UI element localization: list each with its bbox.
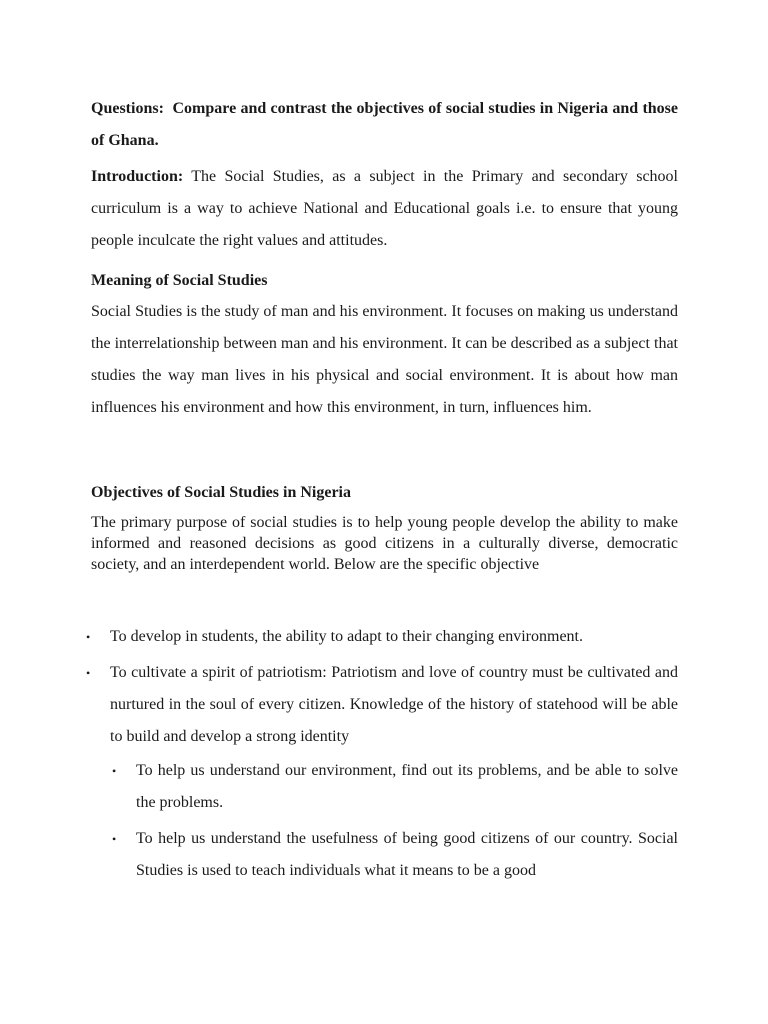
question-paragraph: [91, 93, 678, 157]
question-text: Compare and contrast the objectives of social studies in Nigeria and those of Ghana.: [91, 100, 678, 149]
sub-list-item-text: To help us understand our environment, find out its problems, and be able to solve the problems.: [136, 762, 678, 811]
question-label: Questions:: [91, 100, 164, 117]
bullet-icon: •: [86, 630, 91, 644]
bullet-icon: •: [112, 832, 117, 846]
objectives-paragraph: The primary purpose of social studies is to help young people develop the ability to make informed and reasoned decisions as good citizens in a culturally diverse, democratic society, and an interdependent world. Below are the specific objective: [91, 514, 678, 573]
meaning-heading: Meaning of Social Studies: [91, 272, 268, 289]
bullet-icon: •: [86, 666, 91, 680]
objectives-heading: Objectives of Social Studies in Nigeria: [91, 484, 351, 501]
introduction-text: The Social Studies, as a subject in the Primary and secondary school curriculum is a way to achieve National and Educational goals i.e. to ensure that young people inculcate the right values and attitudes.: [91, 168, 678, 249]
sub-list-item: [112, 755, 678, 819]
sub-list-item-text: To help us understand the usefulness of being good citizens of our country. Social Studies is used to teach individuals what it means to be a good: [136, 830, 678, 879]
list-item: [86, 621, 678, 653]
sub-list-item: [112, 823, 678, 887]
introduction-label: Introduction:: [91, 168, 184, 185]
list-item: [86, 657, 678, 753]
meaning-paragraph: Social Studies is the study of man and his environment. It focuses on making us understand the interrelationship between man and his environment. It can be described as a subject that studies the way man lives in his physical and social environment. It is about how man influences his environment and how this environment, in turn, influences him.: [91, 303, 678, 416]
list-item-text: To develop in students, the ability to adapt to their changing environment.: [110, 628, 583, 645]
introduction-paragraph: [91, 161, 678, 257]
bullet-icon: •: [112, 764, 117, 778]
list-item-text: To cultivate a spirit of patriotism: Patriotism and love of country must be cultivated and nurtured in the soul of every citizen. Knowledge of the history of statehood will be able to build and develop a strong identity: [110, 664, 678, 745]
